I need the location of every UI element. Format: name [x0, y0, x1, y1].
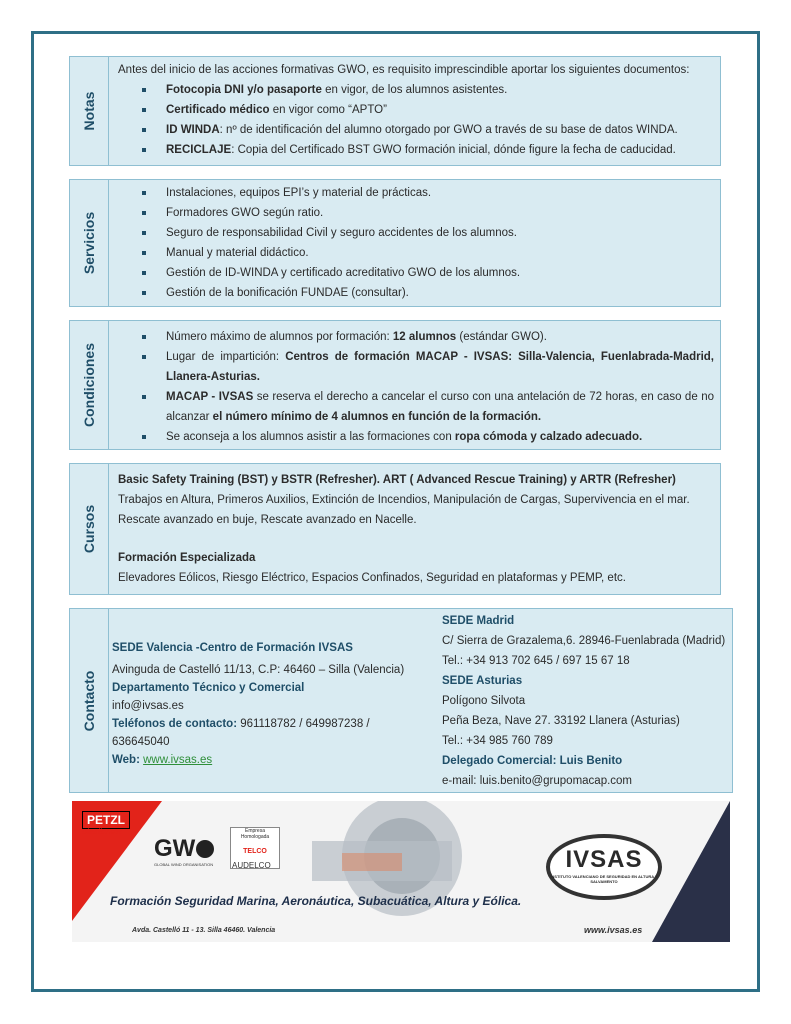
list-item: Lugar de impartición: Centros de formación MACAP - IVSAS: Silla-Valencia, Fuenlabrada-Madrid, Llanera-Asturias.: [142, 347, 714, 387]
notas-list: [118, 80, 714, 160]
valencia-title: SEDE Valencia -Centro de Formación IVSAS: [112, 642, 353, 654]
asturias-line: Polígono Silvota: [442, 695, 526, 707]
valencia-address: Avinguda de Castelló 11/13, C.P: 46460 – Silla (Valencia): [112, 664, 405, 676]
notas-intro: Antes del inicio de las acciones formativas GWO, es requisito imprescindible aportar los siguientes documentos:: [118, 64, 690, 76]
servicios-label: Servicios: [70, 180, 109, 306]
gwo-sub: GLOBAL WIND ORGANISATION: [154, 862, 214, 867]
contacto-section: [69, 608, 733, 793]
cursos-line: Trabajos en Altura, Primeros Auxilios, Extinción de Incendios, Manipulación de Cargas, Supervivencia en el mar.: [118, 494, 690, 506]
notas-label: Notas: [70, 57, 109, 165]
cursos-section: [69, 463, 721, 595]
list-item: Instalaciones, equipos EPI’s y material de prácticas.: [142, 183, 714, 203]
cursos-heading-bst: Basic Safety Training (BST) y BSTR (Refresher). ART ( Advanced Rescue Training) y ARTR (Refresher): [118, 474, 676, 486]
petzl-logo: PETZL: [82, 811, 130, 829]
contacto-madrid-asturias: [442, 611, 732, 791]
delegado-title: Delegado Comercial: Luis Benito: [442, 755, 623, 767]
cursos-line: Rescate avanzado en buje, Rescate avanzado en Nacelle.: [118, 514, 417, 526]
asturias-title: SEDE Asturias: [442, 675, 523, 687]
list-item: Se aconseja a los alumnos asistir a las formaciones con ropa cómoda y calzado adecuado.: [142, 427, 714, 447]
footer-banner: [72, 801, 730, 942]
list-item: MACAP - IVSAS se reserva el derecho a cancelar el curso con una antelación de 72 horas, en caso de no alcanzar el número mínimo de 4 alumnos en función de la formación.: [142, 387, 714, 427]
list-item: Certificado médico en vigor como “APTO”: [142, 100, 714, 120]
condiciones-section: [69, 320, 721, 450]
cursos-line: Elevadores Eólicos, Riesgo Eléctrico, Espacios Confinados, Seguridad en plataformas y PEMP, etc.: [118, 572, 626, 584]
audelco-logo: AUDELCO: [232, 861, 271, 870]
gwo-logo: GW: [154, 835, 214, 863]
list-item: Gestión de la bonificación FUNDAE (consultar).: [142, 283, 714, 303]
contacto-valencia: [112, 637, 412, 769]
dark-corner: [652, 801, 730, 942]
web-text: Web: www.ivsas.es: [112, 754, 213, 766]
list-item: RECICLAJE: Copia del Certificado BST GWO formación inicial, dónde figure la fecha de caducidad.: [142, 140, 714, 160]
banner-slogan: Formación Seguridad Marina, Aeronáutica, Subacuática, Altura y Eólica.: [110, 894, 522, 908]
list-item: Número máximo de alumnos por formación: 12 alumnos (estándar GWO).: [142, 327, 714, 347]
list-item: Seguro de responsabilidad Civil y seguro accidentes de los alumnos.: [142, 223, 714, 243]
servicios-list: [118, 183, 714, 303]
banner-address: Avda. Castelló 11 - 13. Silla 46460. Valencia: [132, 927, 276, 934]
cursos-heading-especializada: Formación Especializada: [118, 552, 256, 564]
ivsas-logo: IVSAS INSTITUTO VALENCIANO DE SEGURIDAD EN ALTURA Y SALVAMENTO: [546, 834, 662, 900]
list-item: Fotocopia DNI y/o pasaporte en vigor, de los alumnos asistentes.: [142, 80, 714, 100]
madrid-tel: Tel.: +34 913 702 645 / 697 15 67 18: [442, 655, 630, 667]
condiciones-list: [118, 327, 714, 447]
phones-text: Teléfonos de contacto: 961118782 / 649987238 / 636645040: [112, 718, 370, 748]
list-item: ID WINDA: nº de identificación del alumno otorgado por GWO a través de su base de datos WINDA.: [142, 120, 714, 140]
asturias-line: Peña Beza, Nave 27. 33192 Llanera (Asturias): [442, 715, 680, 727]
madrid-address: C/ Sierra de Grazalema,6. 28946-Fuenlabrada (Madrid): [442, 635, 726, 647]
list-item: Formadores GWO según ratio.: [142, 203, 714, 223]
asturias-tel: Tel.: +34 985 760 789: [442, 735, 553, 747]
notas-section: [69, 56, 721, 166]
dept-title: Departamento Técnico y Comercial: [112, 682, 305, 694]
madrid-title: SEDE Madrid: [442, 615, 515, 627]
telco-badge: Empresa Homologada TELCO: [230, 827, 280, 869]
petzl-sub: Distributeur: [82, 829, 122, 836]
cursos-label: Cursos: [70, 464, 109, 594]
contacto-label: Contacto: [70, 609, 109, 792]
list-item: Manual y material didáctico.: [142, 243, 714, 263]
email-text: info@ivsas.es: [112, 700, 184, 712]
condiciones-label: Condiciones: [70, 321, 109, 449]
web-link[interactable]: www.ivsas.es: [143, 754, 213, 766]
banner-web: www.ivsas.es: [584, 925, 643, 935]
list-item: Gestión de ID-WINDA y certificado acreditativo GWO de los alumnos.: [142, 263, 714, 283]
servicios-section: [69, 179, 721, 307]
delegado-email: e-mail: luis.benito@grupomacap.com: [442, 775, 633, 787]
